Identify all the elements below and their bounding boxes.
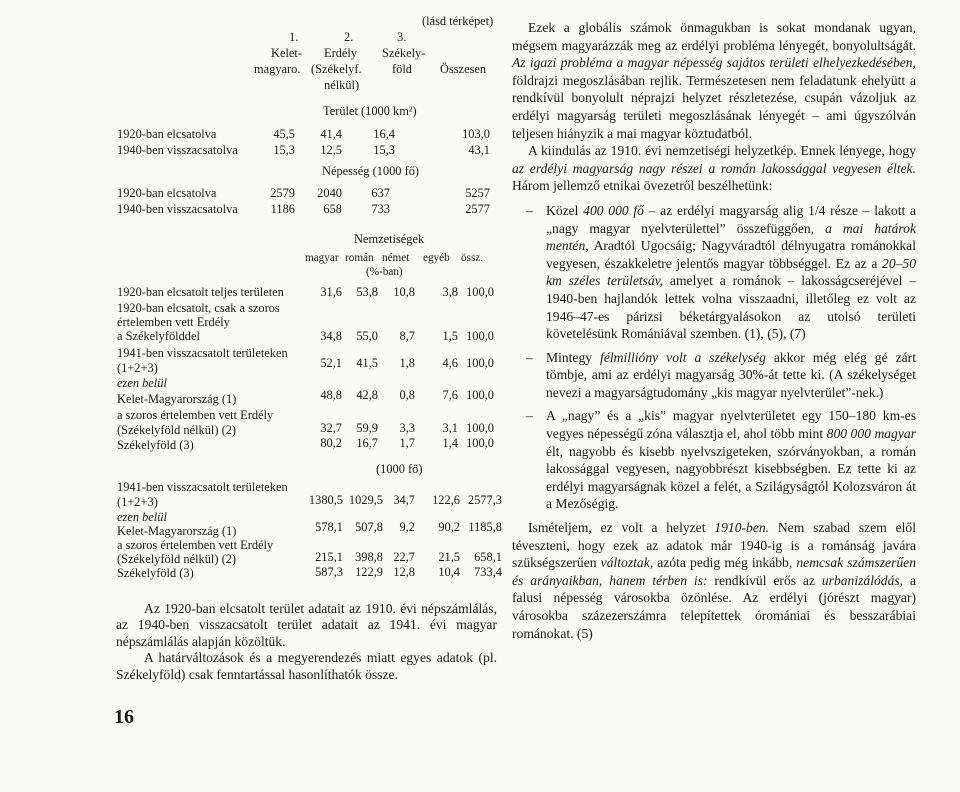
table-cell: 658 [323, 202, 342, 216]
col-num-3: 3. [397, 30, 407, 44]
emphasis-text: Az igazi probléma a magyar népesség sajátos területi elhelyezkedésében, [512, 55, 916, 71]
table-cell: 733 [371, 202, 390, 216]
header-fold: föld [392, 62, 412, 76]
row-label: 1920-ban elcsatolt, csak a szoros [117, 301, 280, 315]
table-cell: 31,6 [320, 285, 342, 299]
row-label: 1920-ban elcsatolt teljes területen [117, 285, 284, 299]
table-cell: 1186 [270, 202, 295, 216]
dash-bullet-icon: – [526, 408, 533, 424]
table-cell: 587,3 [315, 565, 343, 579]
col-header-roman: román [345, 252, 374, 264]
text-run: földrajzi megoszlásában rejlik. Természetesen nem feladatunk ehelyütt a rendkívül bonyolult néprajzi helyzet részletezése, csupán vázoljuk az erdélyi magyarság területi megoszlásának lényegét – ami úgyszólván teljesen hiányzik a mai magyar köztudatból. [512, 72, 916, 141]
table-cell: 15,3 [373, 143, 395, 157]
row-label: 1920-ban elcsatolva [117, 186, 217, 200]
table-cell: 16,4 [373, 127, 395, 141]
list-item [512, 407, 916, 513]
table-cell: 80,2 [320, 436, 342, 450]
table-cell: 578,1 [315, 520, 343, 534]
text-run: Három jellemző etnikai övezetről beszélhetünk: [512, 178, 773, 194]
absolute-unit: (1000 fő) [376, 462, 423, 476]
row-label: 1920-ban elcsatolva [117, 127, 217, 141]
table-cell: 637 [371, 186, 390, 200]
table-cell: 32,7 [320, 421, 342, 435]
table-cell: 100,0 [466, 285, 494, 299]
table-cell: 100,0 [466, 436, 494, 450]
row-label: 1940-ben visszacsatolva [117, 143, 238, 157]
col-num-2: 2. [344, 30, 354, 44]
table-cell: 43,1 [468, 143, 490, 157]
col-num-1: 1. [289, 30, 299, 44]
table-cell: 90,2 [438, 520, 460, 534]
table-cell: 1,4 [442, 436, 458, 450]
emphasis-text: urbanizálódás, [821, 572, 904, 588]
table-cell: 122,9 [355, 565, 383, 579]
emphasis-text: az erdélyi magyarság nagy részei a román lakossággal vegyesen éltek. [512, 160, 916, 176]
row-label: (1+2+3) [117, 361, 158, 375]
list-item [512, 349, 916, 402]
table-cell: 15,3 [273, 143, 295, 157]
paragraph [512, 519, 916, 642]
table-cell: 42,8 [356, 388, 378, 402]
table-cell: 52,1 [320, 356, 342, 370]
table-cell: 100,0 [466, 421, 494, 435]
table-cell: 215,1 [315, 550, 343, 564]
row-label: 1941-ben visszacsatolt területeken [117, 480, 288, 494]
table-cell: 16,7 [356, 436, 378, 450]
dash-bullet-icon: – [526, 349, 533, 365]
footnote-caution: A határváltozások és a megyerendezés miatt egyes adatok (pl. Székelyföld) csak fenntartással hasonlíthatók össze. [116, 650, 497, 682]
col-header-nemet: német [382, 252, 410, 264]
table-cell: 398,8 [355, 550, 383, 564]
table-cell: 41,5 [356, 356, 378, 370]
table-cell: 658,1 [474, 550, 502, 564]
table-cell: 1,5 [442, 329, 458, 343]
text-run: A „nagy” és a „kis” magyar nyelvterületet egy 150–180 km-es vegyes népességű zóna választja el, ahol több mint [546, 408, 916, 442]
text-run: a falusi népesség városokba özönlése. Az erdélyi (jórészt magyar) városokba százezerszámra telepítettek óromániai és besszarábiai románokat. (5) [512, 572, 916, 641]
table-cell: 48,8 [320, 388, 342, 402]
table-cell: 12,5 [320, 143, 342, 157]
header-nelkul: nélkül) [324, 78, 360, 92]
table-cell: 4,6 [442, 356, 458, 370]
table-cell: 3,1 [442, 421, 458, 435]
table-cell: 34,8 [320, 329, 342, 343]
page-number: 16 [114, 706, 134, 728]
emphasis-text: 20–50 km széles területsáv, [546, 255, 916, 289]
table-cell: 3,3 [399, 421, 415, 435]
table-cell: 45,5 [273, 127, 295, 141]
text-run: akkor még elég gé zárt tömbje, ami az erdélyi magyarság 30%-át tette ki. (A székelységet nevezi a magyarságtudomány „kis magyar nyelvterület”-nek.) [546, 349, 916, 400]
table-cell: 1185,8 [468, 520, 502, 534]
row-label-italic: ezen belül [117, 510, 167, 524]
table-cell: 1380,5 [308, 493, 343, 507]
table-cell: 59,9 [356, 421, 378, 435]
table-cell: 100,0 [466, 388, 494, 402]
row-label: a szoros értelemben vett Erdély [117, 538, 274, 552]
footnote-sources: Az 1920-ban elcsatolt terület adatait az 1910. évi népszámlálás, az 1940-ben visszacsatolt terület adatait az 1941. évi magyar népszámlálás alapján közöltük. [116, 601, 497, 649]
emphasis-text: 800 000 magyar [826, 426, 916, 442]
header-szekely: Székely- [382, 46, 426, 60]
table-cell: 0,8 [399, 388, 415, 402]
table-cell: 733,4 [474, 565, 502, 579]
table-cell: 103,0 [462, 127, 490, 141]
row-label: a szoros értelemben vett Erdély [117, 408, 274, 422]
table-cell: 12,8 [393, 565, 415, 579]
table-cell: 2579 [270, 186, 295, 200]
text-run: Nem szabad szem elől téveszteni, hogy ezek az adatok már 1940-ig is a románság javára szükségszerűen [512, 520, 916, 571]
table-cell: 7,6 [442, 388, 458, 402]
header-osszesen: Összesen [440, 62, 487, 76]
col-header-ossz: össz. [461, 252, 484, 264]
text-run: azóta pedig még inkább, [653, 555, 797, 571]
table-cell: 8,7 [399, 329, 415, 343]
row-label: a Székelyfölddel [117, 329, 200, 343]
emphasis-text: félmillióny volt a székelység [600, 349, 766, 365]
population-section-title: Népesség (1000 fő) [322, 164, 420, 178]
body-text-column [512, 19, 916, 642]
list-item [512, 202, 916, 343]
emphasis-text: változtak, [600, 555, 654, 571]
text-run: – az erdélyi magyarság alig 1/4 része – lakott a „nagy magyar nyelvterülettel” összefüggően, [546, 202, 916, 236]
emphasis-text: 400 000 fő [583, 202, 644, 218]
col-header-magyar: magyar [305, 252, 339, 264]
text-run: Ismételjem, ez volt a helyzet [528, 520, 715, 536]
area-section-title: Terület (1000 km²) [323, 104, 417, 118]
table-cell: 10,8 [393, 285, 415, 299]
nationalities-title: Nemzetiségek [354, 232, 425, 246]
dash-bullet-icon: – [526, 202, 533, 218]
row-label: Székelyföld (3) [117, 438, 194, 452]
paragraph [512, 142, 916, 195]
table-cell: 2577,3 [467, 493, 502, 507]
table-cell: 2040 [317, 186, 342, 200]
table-cell: 1,7 [399, 436, 415, 450]
table-cell: 100,0 [466, 329, 494, 343]
table-cell: 9,2 [399, 520, 415, 534]
table-cell: 1,8 [399, 356, 415, 370]
row-label: Székelyföld (3) [117, 566, 194, 580]
table-cell: 2577 [465, 202, 490, 216]
text-run: A kiindulás az 1910. évi nemzetiségi helyzetkép. Ennek lényege, hogy [528, 143, 916, 159]
row-label: (Székelyföld nélkül) (2) [117, 552, 237, 566]
text-run: rendkívül erős az [707, 572, 822, 588]
text-run: amelyet a románok – lakosságcseréjével – 1940-ben hajlandók lettek volna visszaadni, illetőleg ez volt az 1946–47-es párizsi béketárgyalásokon az utolsó területi követelésünk Romániával szemben. (1), (5), (7) [546, 273, 916, 342]
emphasis-text: a mai határok mentén, [546, 220, 916, 254]
row-label: Kelet-Magyarország (1) [117, 524, 237, 538]
ethnic-zone-list [512, 202, 916, 513]
table-cell: 100,0 [466, 356, 494, 370]
table-cell: 3,8 [442, 285, 458, 299]
text-run: Közel [546, 202, 584, 218]
text-run: Ezek a globális számok önmagukban is sokat mondanak ugyan, mégsem magyarázzák meg az erdélyi probléma lényegét, bonyolultságát. [512, 20, 916, 53]
table-cell: 10,4 [438, 565, 460, 579]
table-cell: 55,0 [356, 329, 378, 343]
text-run: Mintegy [546, 349, 601, 365]
table-cell: 1029,5 [348, 493, 383, 507]
table-cell: 122,6 [432, 493, 460, 507]
header-magyaro: magyaro. [254, 62, 301, 76]
row-label: 1940-ben visszacsatolva [117, 202, 238, 216]
table-cell: 507,8 [355, 520, 383, 534]
row-label-italic: ezen belül [117, 376, 167, 390]
row-label: értelemben vett Erdély [117, 315, 230, 329]
table-cell: 5257 [465, 186, 490, 200]
map-reference: (lásd térképet) [422, 14, 494, 28]
table-cell: 53,8 [356, 285, 378, 299]
table-cell: 34,7 [393, 493, 415, 507]
table-cell: 22,7 [393, 550, 415, 564]
row-label: 1941-ben visszacsatolt területeken [117, 346, 288, 360]
table-cell: 41,4 [320, 127, 342, 141]
header-szekelyf: (Székelyf. [311, 62, 362, 76]
header-erdely: Erdély [324, 46, 358, 60]
row-label: (Székelyföld nélkül) (2) [117, 423, 237, 437]
percent-unit: (%-ban) [366, 266, 403, 278]
emphasis-text: 1910-ben. [714, 520, 770, 536]
paragraph [512, 19, 916, 142]
table-cell: 21,5 [438, 550, 460, 564]
row-label: (1+2+3) [117, 495, 158, 509]
text-run: élt, nagyobb és kisebb nyelvszigeteken, szórványokban, a román lakossággal vegyesen, nagyobbrészt kisebbségben. Ez tette ki az erdélyi magyarságnak közel a felét, a Szilágyságtól Kolozsváron át a Mezőségig. [546, 443, 916, 512]
col-header-egyeb: egyéb [423, 252, 450, 264]
header-kelet: Kelet- [271, 46, 302, 60]
emphasis-text: nemcsak számszerűen és arányaikban, hanem térben is: [512, 555, 916, 588]
text-run: Aradtól Ugocsáig; Nagyváradtól délnyugatra románokkal vegyesen, északkeletre jelentős magyar többséggel. Ez az a [546, 238, 916, 271]
row-label: Kelet-Magyarország (1) [117, 392, 237, 406]
table-footnotes [116, 601, 497, 683]
